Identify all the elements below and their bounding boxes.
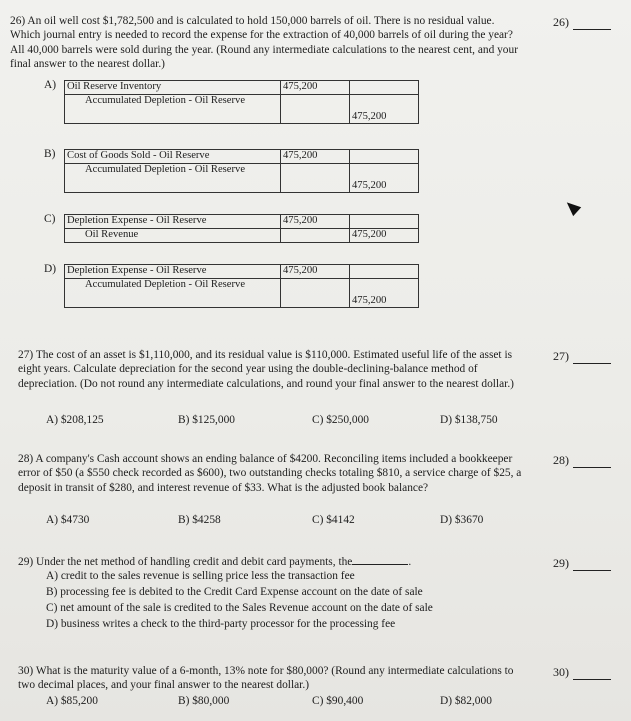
answer-label: 29) <box>553 556 569 570</box>
choice-d[interactable]: D) $3670 <box>440 514 484 526</box>
answer-line[interactable] <box>573 457 611 468</box>
answer-blank-30[interactable] <box>553 665 611 680</box>
mouse-pointer-icon <box>563 198 581 216</box>
credit-cell <box>350 215 419 229</box>
option-label-a: A) <box>44 79 57 91</box>
choice-b[interactable]: B) processing fee is debited to the Credit Card Expense account on the date of sale <box>46 586 423 598</box>
credit-cell <box>350 265 419 279</box>
debit-cell <box>281 95 350 124</box>
question-text: What is the maturity value of a 6-month, 13% note for $80,000? (Round any intermediate calculations to two decimal places, and your final answer to the nearest dollar.) <box>18 665 514 692</box>
answer-label: 30) <box>553 665 569 679</box>
option-label-b: B) <box>44 148 56 160</box>
question-text: An oil well cost $1,782,500 and is calculated to hold 150,000 barrels of oil. There is no residual value. Which journal entry is needed to record the expense for the extraction of 40,000 barrels of oil during the year? All 40,000 barrels were sold during the year. (Round any intermediate calculations to the nearest cent, and your final answer to the nearest dollar.) <box>10 15 518 70</box>
choice-a[interactable]: A) credit to the sales revenue is selling price less the transaction fee <box>46 570 355 582</box>
answer-label: 26) <box>553 15 569 29</box>
choice-c[interactable]: C) $4142 <box>312 514 355 526</box>
choice-b[interactable]: B) $4258 <box>178 514 221 526</box>
journal-entry-option-c <box>64 214 419 243</box>
choice-a[interactable]: A) $85,200 <box>46 695 98 707</box>
answer-blank-27[interactable] <box>553 349 611 364</box>
answer-line[interactable] <box>573 19 611 30</box>
choice-c[interactable]: C) net amount of the sale is credited to the Sales Revenue account on the date of sale <box>46 602 433 614</box>
answer-label: 28) <box>553 453 569 467</box>
question-text: A company's Cash account shows an ending balance of $4200. Reconciling items included a bookkeeper error of $50 (a $550 check recorded as $600), two outstanding checks totaling $810, a service charge of $25, a deposit in transit of $280, and interest revenue of $33. What is the adjusted book balance? <box>18 453 522 494</box>
answer-line[interactable] <box>573 353 611 364</box>
question-text: Under the net method of handling credit and debit card payments, the <box>36 556 353 568</box>
account-cell: Depletion Expense - Oil Reserve <box>65 215 281 229</box>
credit-cell <box>350 81 419 95</box>
debit-cell <box>281 279 350 308</box>
debit-cell: 475,200 <box>281 265 350 279</box>
question-number: 29) <box>18 556 34 568</box>
credit-cell <box>350 150 419 164</box>
account-cell: Oil Reserve Inventory <box>65 81 281 95</box>
question-number: 27) <box>18 349 34 361</box>
question-text-end: . <box>408 556 412 568</box>
credit-cell: 475,200 <box>350 164 419 193</box>
choice-d[interactable]: D) $82,000 <box>440 695 492 707</box>
debit-cell: 475,200 <box>281 215 350 229</box>
answer-line[interactable] <box>573 669 611 680</box>
debit-cell <box>281 229 350 243</box>
answer-blank-26[interactable] <box>553 15 611 30</box>
debit-cell: 475,200 <box>281 81 350 95</box>
choice-d[interactable]: D) business writes a check to the third-party processor for the processing fee <box>46 618 396 630</box>
answer-blank-28[interactable] <box>553 453 611 468</box>
account-cell: Oil Revenue <box>65 229 281 243</box>
credit-cell: 475,200 <box>350 279 419 308</box>
choice-a[interactable]: A) $208,125 <box>46 414 104 426</box>
question-number: 30) <box>18 665 34 677</box>
choice-b[interactable]: B) $125,000 <box>178 414 235 426</box>
journal-entry-option-a <box>64 80 419 124</box>
choice-c[interactable]: C) $250,000 <box>312 414 369 426</box>
answer-line[interactable] <box>573 560 611 571</box>
question-text: The cost of an asset is $1,110,000, and its residual value is $110,000. Estimated useful life of the asset is eight years. Calculate depreciation for the second year using the double-declining-balance method of depreciation. (Do not round any intermediate calculations, and round your final answer to the nearest dollar.) <box>18 349 514 390</box>
debit-cell <box>281 164 350 193</box>
choice-a[interactable]: A) $4730 <box>46 514 90 526</box>
choice-d[interactable]: D) $138,750 <box>440 414 498 426</box>
question-27 <box>18 348 528 391</box>
question-28 <box>18 452 528 495</box>
option-label-c: C) <box>44 213 56 225</box>
choice-b[interactable]: B) $80,000 <box>178 695 230 707</box>
answer-label: 27) <box>553 349 569 363</box>
journal-entry-option-b <box>64 149 419 193</box>
credit-cell: 475,200 <box>350 229 419 243</box>
inline-answer-blank <box>352 555 408 565</box>
question-29 <box>18 555 411 569</box>
question-number: 26) <box>10 15 26 27</box>
question-number: 28) <box>18 453 34 465</box>
account-cell: Accumulated Depletion - Oil Reserve <box>65 279 281 308</box>
debit-cell: 475,200 <box>281 150 350 164</box>
account-cell: Depletion Expense - Oil Reserve <box>65 265 281 279</box>
option-label-d: D) <box>44 263 57 275</box>
credit-cell: 475,200 <box>350 95 419 124</box>
question-30 <box>18 664 528 693</box>
question-26 <box>10 14 520 71</box>
account-cell: Cost of Goods Sold - Oil Reserve <box>65 150 281 164</box>
choice-c[interactable]: C) $90,400 <box>312 695 364 707</box>
answer-blank-29[interactable] <box>553 556 611 571</box>
account-cell: Accumulated Depletion - Oil Reserve <box>65 95 281 124</box>
journal-entry-option-d <box>64 264 419 308</box>
account-cell: Accumulated Depletion - Oil Reserve <box>65 164 281 193</box>
